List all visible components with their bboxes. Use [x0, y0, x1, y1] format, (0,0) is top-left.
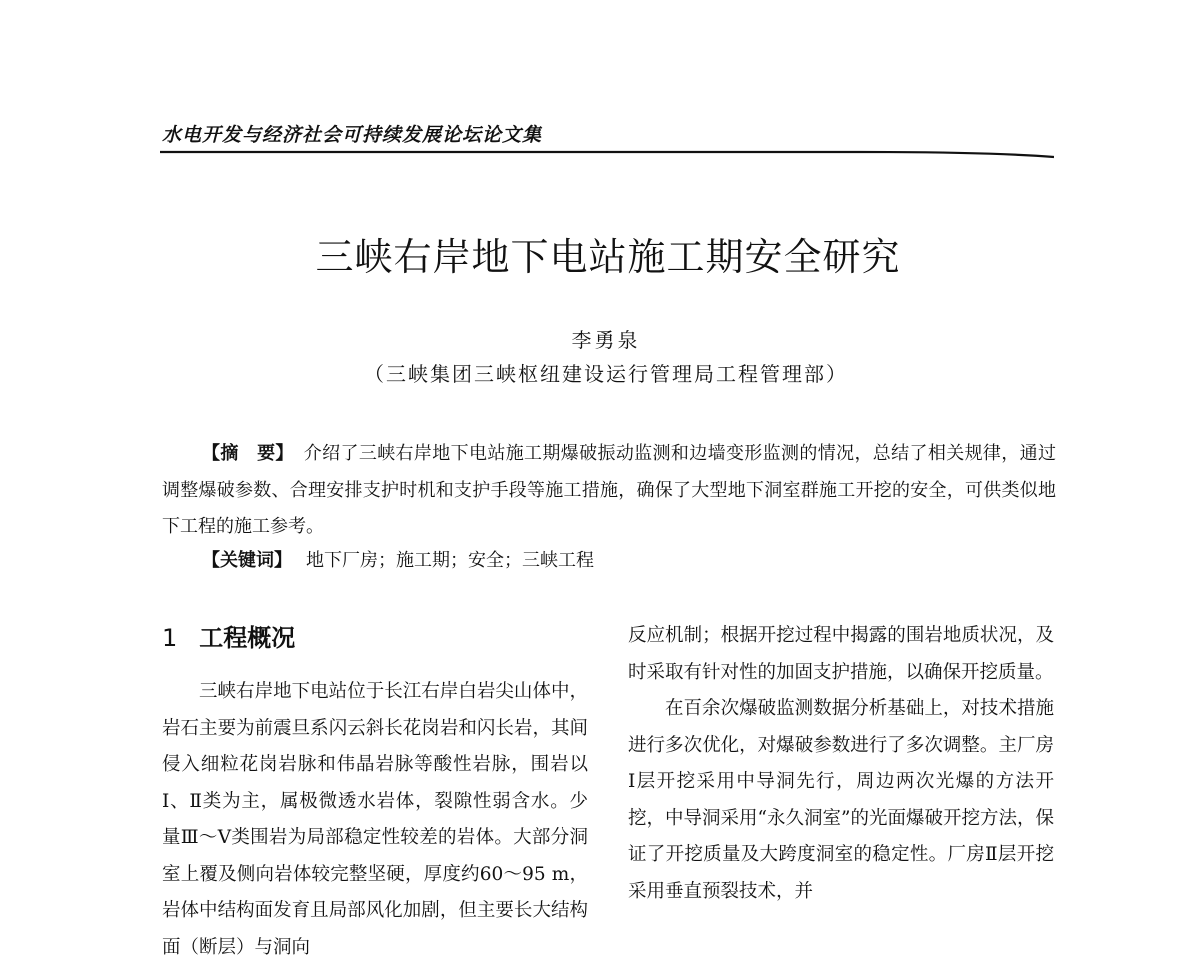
header-rule — [160, 148, 1054, 160]
abstract-text: 介绍了三峡右岸地下电站施工期爆破振动监测和边墙变形监测的情况，总结了相关规律，通过调整爆破参数、合理安排支护时机和支护手段等施工措施，确保了大型地下洞室群施工开挖的安全，可供类似地下工程的施工参考。 — [162, 443, 1056, 537]
body-paragraph-continued: 反应机制；根据开挖过程中揭露的围岩地质状况，及时采取有针对性的加固支护措施，以确保开挖质量。 — [628, 625, 1054, 683]
author-affiliation: （三峡集团三峡枢纽建设运行管理局工程管理部） — [364, 362, 848, 386]
keywords-label: 【关键词】 — [202, 550, 292, 571]
keywords-text: 地下厂房；施工期；安全；三峡工程 — [306, 550, 594, 571]
section-title: 工程概况 — [199, 624, 296, 652]
keywords — [202, 546, 1056, 576]
running-header: 水电开发与经济社会可持续发展论坛论文集 — [162, 124, 543, 146]
right-column — [628, 618, 1054, 910]
section-heading — [162, 618, 295, 653]
left-column — [162, 674, 588, 966]
abstract-label: 【摘 要】 — [202, 443, 294, 464]
paper-title: 三峡右岸地下电站施工期安全研究 — [315, 235, 901, 279]
section-number: 1 — [162, 624, 178, 652]
abstract — [162, 436, 1056, 546]
body-paragraph: 在百余次爆破监测数据分析基础上，对技术措施进行多次优化，对爆破参数进行了多次调整。主厂房Ⅰ层开挖采用中导洞先行，周边两次光爆的方法开挖，中导洞采用“永久洞室”的光面爆破开挖方法，保证了开挖质量及大跨度洞室的稳定性。厂房Ⅱ层开挖采用垂直预裂技术，并 — [628, 698, 1054, 902]
author-name: 李勇泉 — [571, 328, 641, 352]
body-paragraph: 三峡右岸地下电站位于长江右岸白岩尖山体中，岩石主要为前震旦系闪云斜长花岗岩和闪长岩，其间侵入细粒花岗岩脉和伟晶岩脉等酸性岩脉，围岩以Ⅰ、Ⅱ类为主，属极微透水岩体，裂隙性弱含水。少量Ⅲ～Ⅴ类围岩为局部稳定性较差的岩体。大部分洞室上覆及侧向岩体较完整坚硬，厚度约60～95 m，岩体中结构面发育且局部风化加剧，但主要长大结构面（断层）与洞向 — [162, 681, 588, 958]
